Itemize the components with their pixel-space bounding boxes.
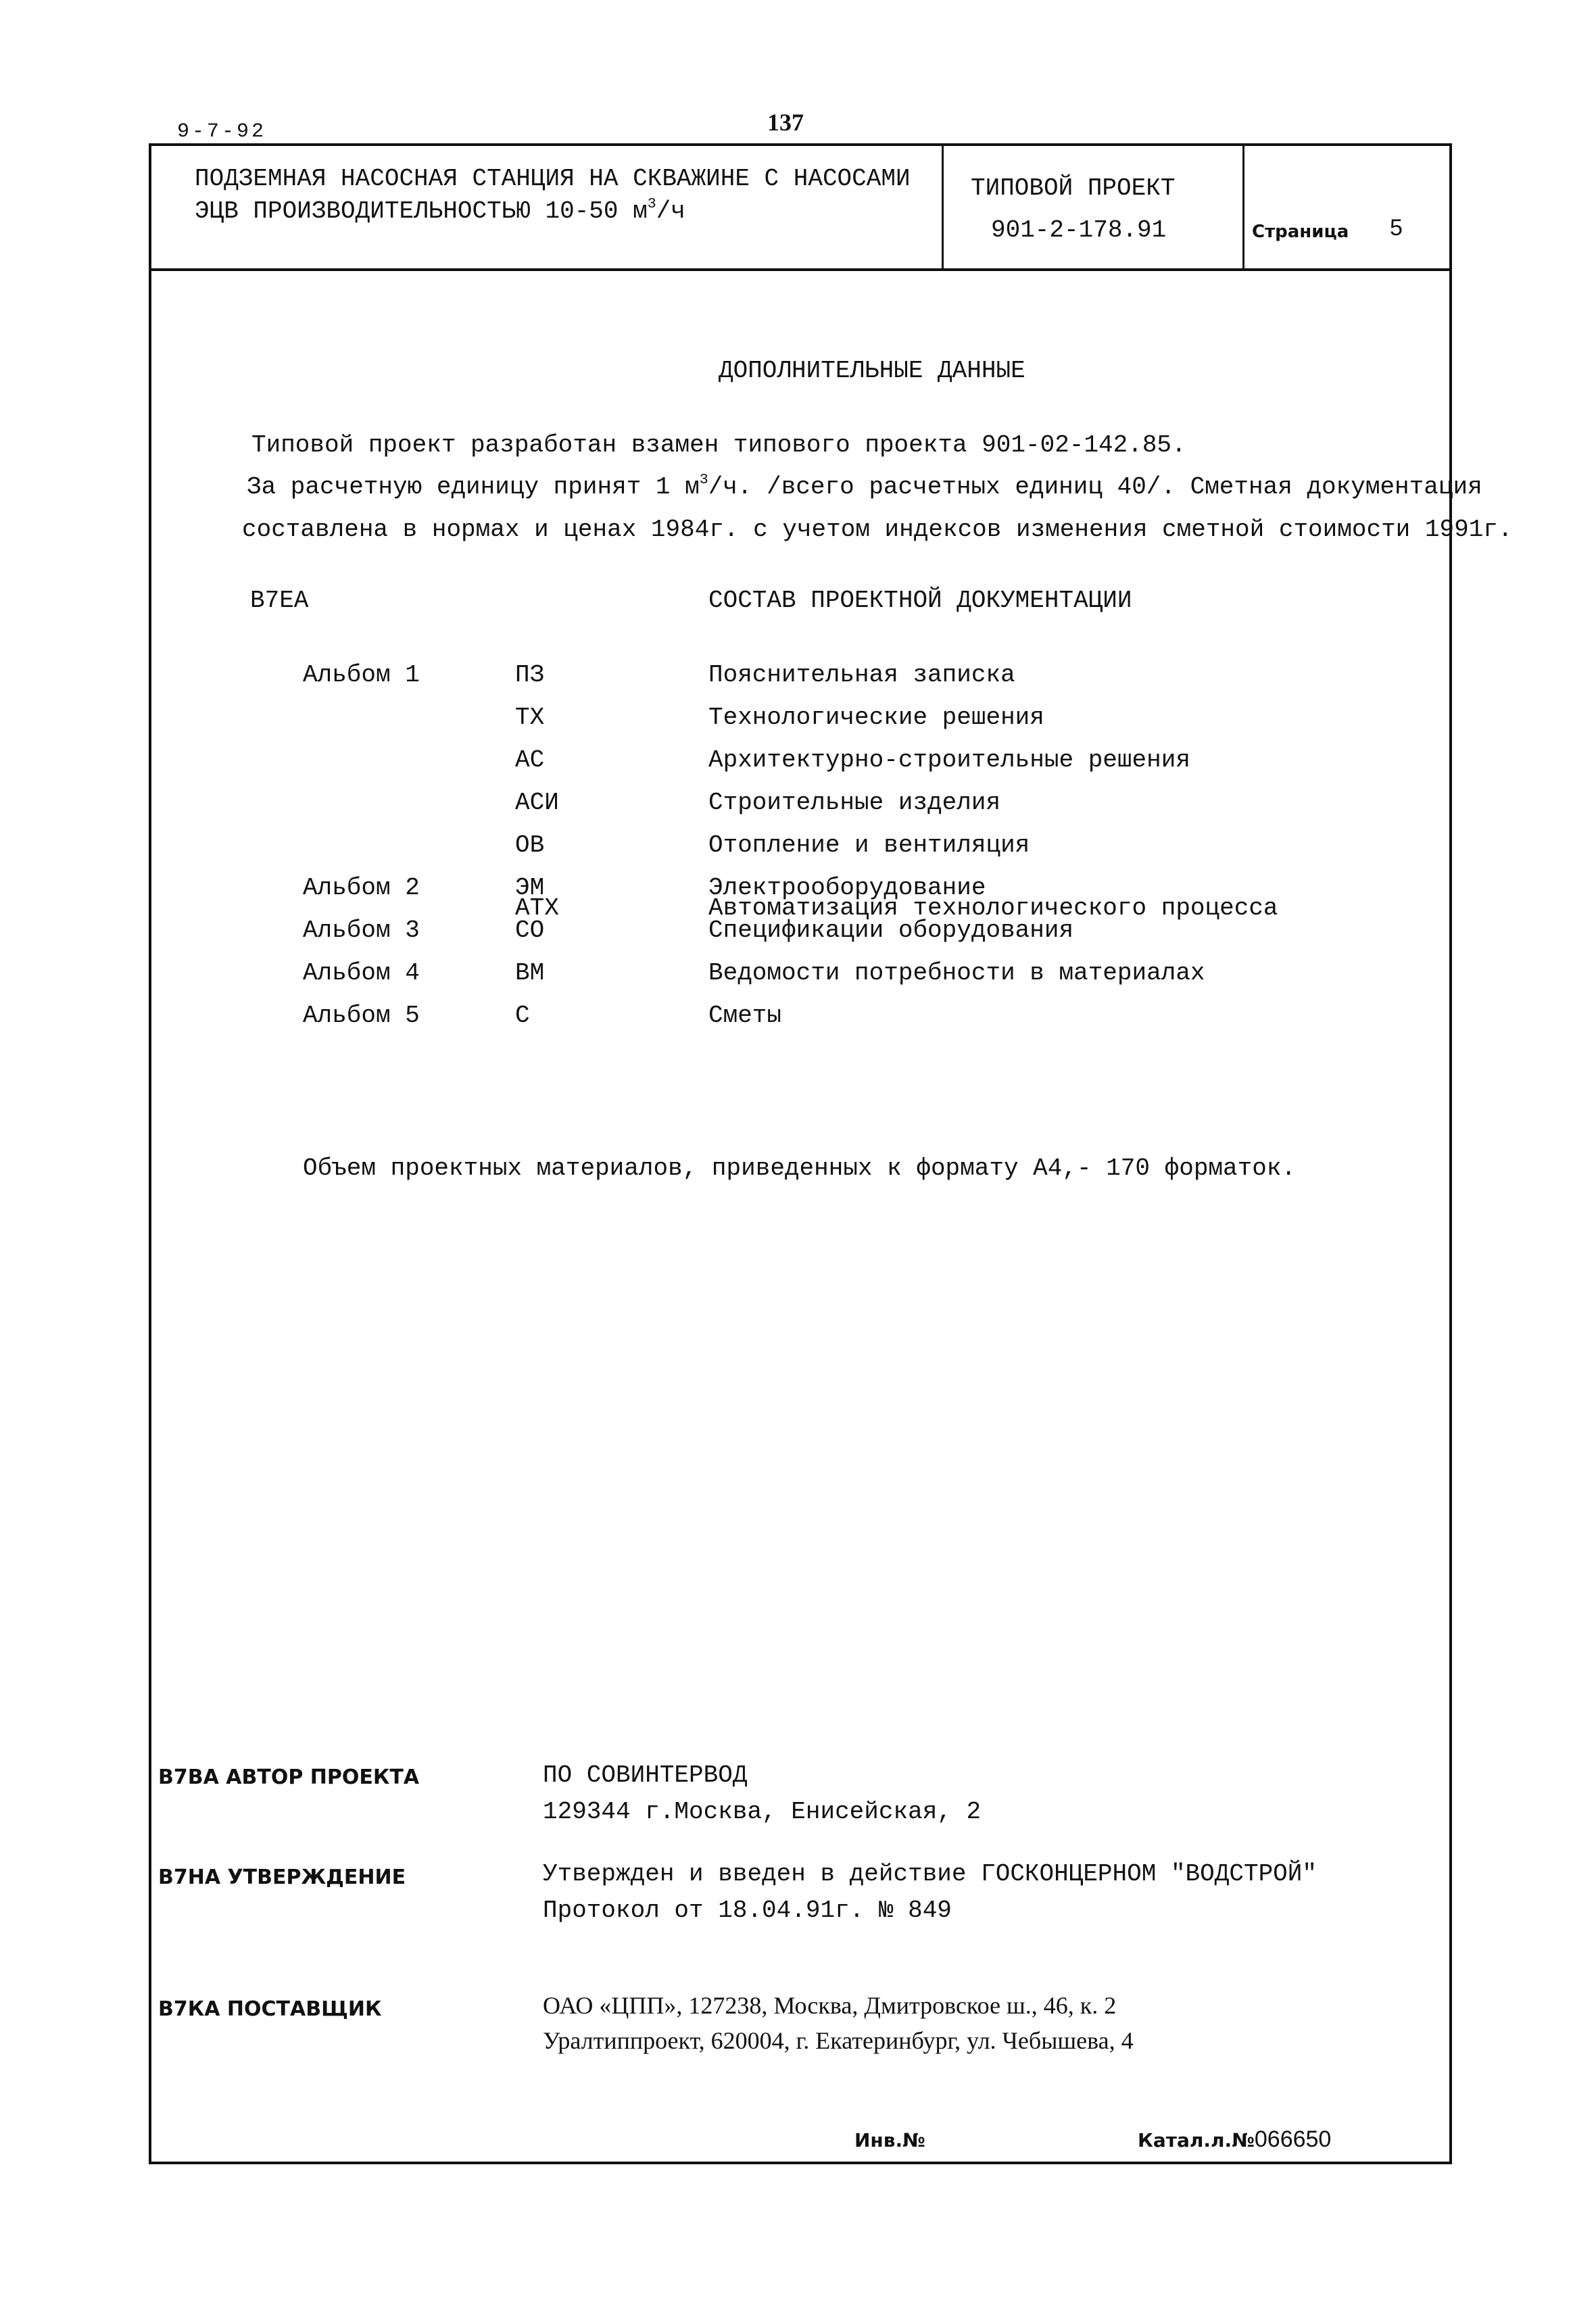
doc-description: Автоматизация технологического процесса bbox=[708, 894, 1278, 922]
doc-description: Спецификации оборудования bbox=[708, 917, 1074, 944]
title-line-2: ЭЦВ ПРОИЗВОДИТЕЛЬНОСТЬЮ 10-50 $м^3/ч$ bbox=[195, 195, 685, 225]
album-label: Альбом 2 bbox=[303, 874, 420, 902]
author-line-1: ПО СОВИНТЕРВОД bbox=[543, 1761, 748, 1789]
catalog-field bbox=[1138, 2126, 1331, 2153]
doc-description: Отопление и вентиляция bbox=[708, 831, 1030, 859]
doc-description: Технологические решения bbox=[708, 704, 1044, 731]
project-type: ТИПОВОЙ ПРОЕКТ bbox=[971, 174, 1176, 202]
title-line-1: ПОДЗЕМНАЯ НАСОСНАЯ СТАНЦИЯ НА СКВАЖИНЕ С НАСОСАМИ bbox=[195, 165, 911, 193]
doc-description: Электрооборудование bbox=[708, 874, 986, 902]
paragraph-1: Типовой проект разработан взамен типового проекта 901-02-142.85. bbox=[251, 431, 1186, 459]
doc-code: ВМ bbox=[515, 959, 545, 987]
section-code: В7ЕА bbox=[250, 587, 309, 614]
author-label: В7ВА АВТОР ПРОЕКТА bbox=[158, 1765, 420, 1789]
volume-text: Объем проектных материалов, приведенных к формату А4,- 170 форматок. bbox=[303, 1154, 1297, 1182]
album-label: Альбом 4 bbox=[303, 959, 420, 987]
paragraph-2: За расчетную единицу принят 1 $м^3/ч$. /всего расчетных единиц 40/. Сметная документация bbox=[247, 471, 1482, 501]
catalog-label: Катал.л.№ bbox=[1138, 2129, 1255, 2151]
page-label: Страница bbox=[1252, 222, 1349, 242]
doc-description: Пояснительная записка bbox=[708, 661, 1015, 689]
page-number: 137 bbox=[767, 109, 804, 136]
page-value: 5 bbox=[1390, 215, 1403, 241]
doc-code: АТХ bbox=[515, 894, 559, 922]
section-title: СОСТАВ ПРОЕКТНОЙ ДОКУМЕНТАЦИИ bbox=[708, 587, 1132, 614]
supplier-line-1: ОАО «ЦПП», 127238, Москва, Дмитровское ш., 46, к. 2 bbox=[543, 1992, 1117, 2019]
doc-description: Сметы bbox=[708, 1002, 782, 1029]
approval-line-2: Протокол от 18.04.91г. № 849 bbox=[543, 1897, 952, 1924]
section-heading: ДОПОЛНИТЕЛЬНЫЕ ДАННЫЕ bbox=[719, 357, 1025, 385]
supplier-line-2: Уралтиппроект, 620004, г. Екатеринбург, ул. Чебышева, 4 bbox=[543, 2027, 1134, 2054]
doc-description: Архитектурно-строительные решения bbox=[708, 746, 1190, 774]
doc-code: ПЗ bbox=[515, 661, 545, 689]
album-label: Альбом 5 bbox=[303, 1002, 420, 1029]
paragraph-3: составлена в нормах и ценах 1984г. с учетом индексов изменения сметной стоимости 1991г. bbox=[242, 516, 1513, 543]
project-code: 901-2-178.91 bbox=[991, 216, 1167, 244]
album-label: Альбом 1 bbox=[303, 661, 420, 689]
inventory-label: Инв.№ bbox=[854, 2129, 925, 2151]
doc-code: ОВ bbox=[515, 831, 545, 859]
doc-code: АСИ bbox=[515, 789, 559, 817]
doc-code: СО bbox=[515, 917, 545, 944]
author-line-2: 129344 г.Москва, Енисейская, 2 bbox=[543, 1798, 982, 1826]
doc-description: Строительные изделия bbox=[708, 789, 1001, 817]
catalog-value: 066650 bbox=[1254, 2126, 1332, 2152]
supplier-label: В7КА ПОСТАВЩИК bbox=[158, 1997, 382, 2021]
date-stamp: 9-7-92 bbox=[177, 120, 267, 143]
album-label: Альбом 3 bbox=[303, 917, 420, 944]
doc-code: ТХ bbox=[515, 704, 545, 731]
approval-line-1: Утвержден и введен в действие ГОСКОНЦЕРНОМ "ВОДСТРОЙ" bbox=[543, 1860, 1317, 1888]
doc-code: АС bbox=[515, 746, 545, 774]
doc-code: ЭМ bbox=[515, 874, 545, 902]
doc-description: Ведомости потребности в материалах bbox=[708, 959, 1205, 987]
doc-code: С bbox=[515, 1002, 530, 1029]
approval-label: В7НА УТВЕРЖДЕНИЕ bbox=[158, 1866, 406, 1889]
